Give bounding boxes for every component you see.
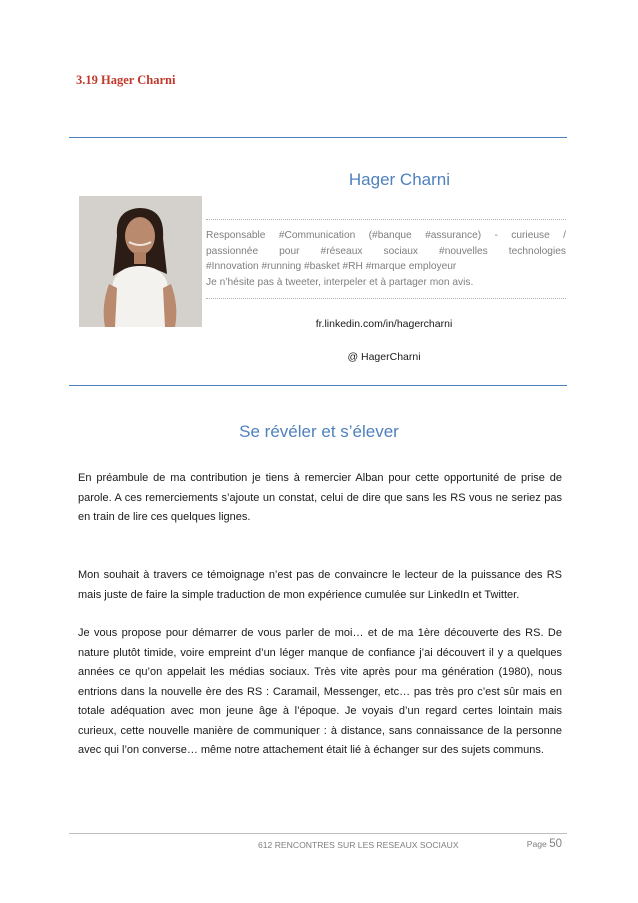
bio-line: #Innovation #running #basket #RH #marque employeur xyxy=(206,261,457,272)
bio-bottom-dotted-rule xyxy=(206,298,566,299)
footer-rule xyxy=(69,833,567,834)
profile-top-rule xyxy=(69,137,567,138)
profile-photo xyxy=(79,196,202,327)
linkedin-link[interactable]: fr.linkedin.com/in/hagercharni xyxy=(315,318,453,330)
footer-page-number xyxy=(527,838,562,850)
footer-book-title: 612 RENCONTRES SUR LES RESEAUX SOCIAUX xyxy=(258,840,459,850)
paragraph-purpose: Mon souhait à travers ce témoignage n’est pas de convaincre le lecteur de la puissance des RS mais juste de faire la simple traduction de mon expérience cumulée sur LinkedIn et Twitter. xyxy=(78,569,562,601)
profile-bottom-rule xyxy=(69,385,567,386)
bio-line: passionnée pour #réseaux sociaux #nouvelles technologies xyxy=(206,245,566,257)
page-label: Page xyxy=(526,839,547,849)
bio-line: Je n’hésite pas à tweeter, interpeler et à partager mon avis. xyxy=(206,276,474,288)
article-title: Se révéler et s’élever xyxy=(239,422,399,441)
portrait-illustration xyxy=(79,196,202,327)
paragraph-discovery: Je vous propose pour démarrer de vous parler de moi… et de ma 1ère découverte des RS. De nature plutôt timide, voire empreint d’un léger manque de confiance j’ai découvert il y a quelques années ce qu’on appelait les médias sociaux. Très vite après pour ma génération (1980), nous entrions dans la nouvelle ère des RS : Caramail, Messenger, etc… pas très pro c’est sûr mais en totale adéquation avec mon jeune âge à l’époque. Je voyais d’un regard certes lointain mais curieux, cette nouvelle manière de communiquer : à distance, sans connaissance de la personne avec qui l’on converse… même notre attachement était lié à échanger sur des sujets communs. xyxy=(78,627,562,756)
section-heading: 3.19 Hager Charni xyxy=(76,73,176,87)
profile-name: Hager Charni xyxy=(348,170,450,189)
twitter-handle[interactable]: @ HagerCharni xyxy=(347,351,421,363)
page-number: 50 xyxy=(549,838,562,850)
bio-top-dotted-rule xyxy=(206,219,566,220)
profile-bio xyxy=(206,228,566,290)
bio-line: Responsable #Communication (#banque #assurance) - curieuse / xyxy=(206,230,566,241)
paragraph-intro: En préambule de ma contribution je tiens à remercier Alban pour cette opportunité de prise de parole. A ces remerciements s’ajoute un constat, celui de dire que sans les RS vous ne seriez pas en train de lire ces quelques lignes. xyxy=(78,472,562,523)
